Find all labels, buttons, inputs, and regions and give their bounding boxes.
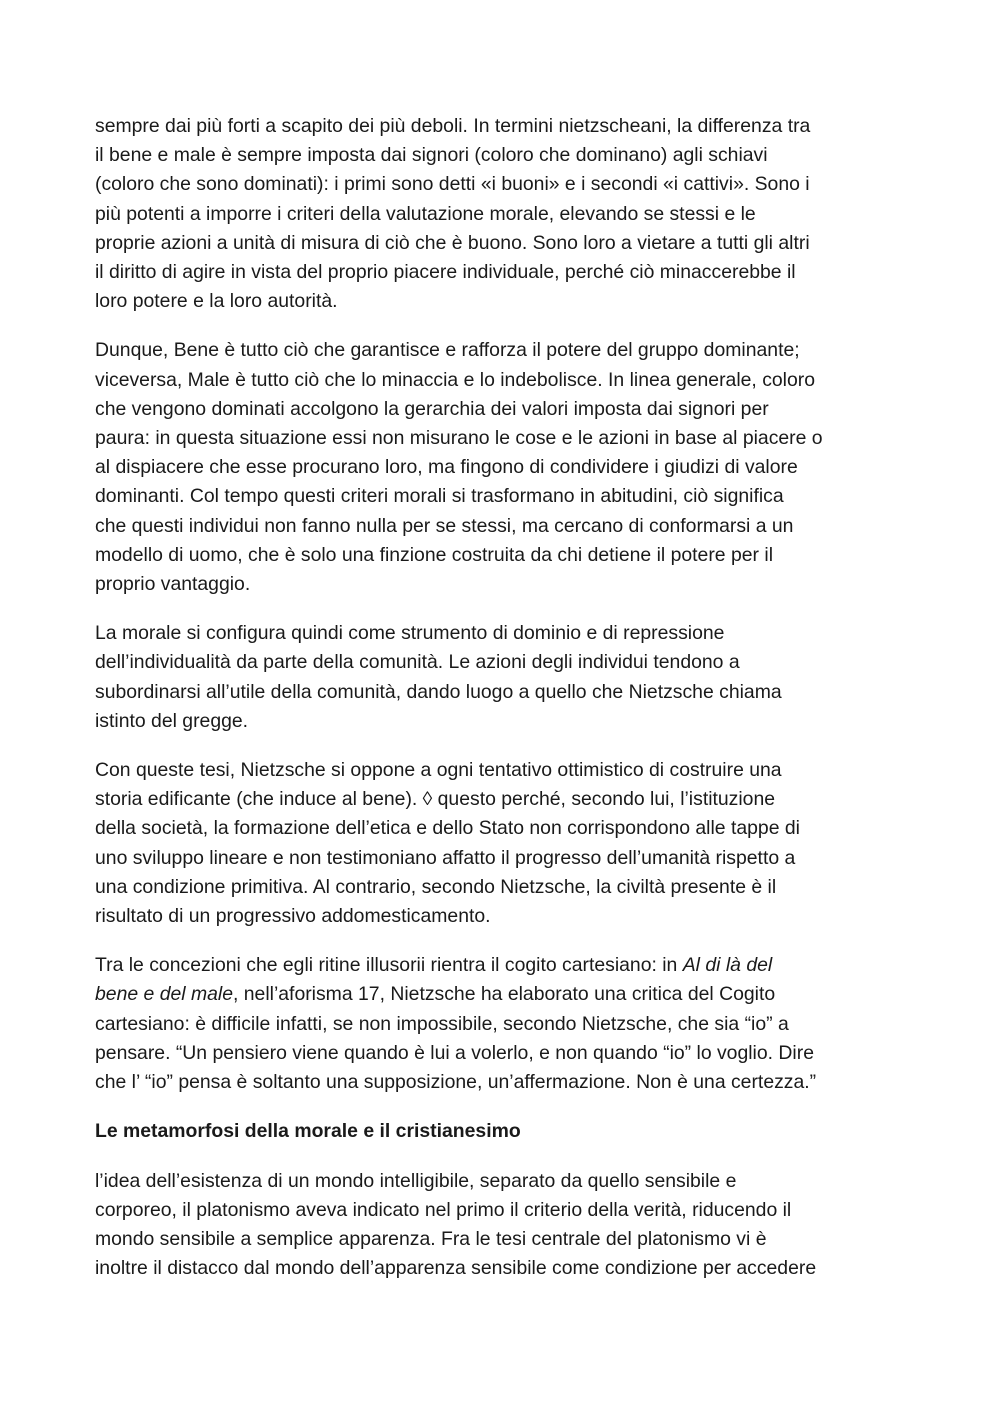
text-line: uno sviluppo lineare e non testimoniano affatto il progresso dell’umanità rispetto a [95,846,796,869]
text-run: , nell’aforisma 17, Nietzsche ha elaborato una critica del Cogito [233,983,776,1006]
text-line: modello di uomo, che è solo una finzione costruita da chi detiene il potere per il [95,543,774,566]
text-line: proprio vantaggio. [95,573,251,596]
section-heading: Le metamorfosi della morale e il cristianesimo [95,1120,521,1143]
text-line: Dunque, Bene è tutto ciò che garantisce e rafforza il potere del gruppo dominante; [95,339,800,362]
text-line: che l’ “io” pensa è soltanto una supposizione, un’affermazione. Non è una certezza.” [95,1071,817,1094]
text-line: loro potere e la loro autorità. [95,290,338,313]
text-line: (coloro che sono dominati): i primi sono detti «i buoni» e i secondi «i cattivi». Sono i [95,173,810,196]
paragraph-3 [95,619,915,736]
text-line: della società, la formazione dell’etica e dello Stato non corrispondono alle tappe di [95,817,800,840]
text-line: più potenti a imporre i criteri della valutazione morale, elevando se stessi e le [95,202,756,225]
book-title-italic: bene e del male [95,983,233,1006]
text-line: subordinarsi all’utile della comunità, dando luogo a quello che Nietzsche chiama [95,680,782,703]
text-line [95,980,915,1009]
paragraph-4 [95,756,915,931]
text-run: Tra le concezioni che egli ritine illusorii rientra il cogito cartesiano: in [95,954,683,977]
text-line: che questi individui non fanno nulla per se stessi, ma cercano di conformarsi a un [95,514,794,537]
text-line: cartesiano: è difficile infatti, se non impossibile, secondo Nietzsche, che sia “io” a [95,1012,789,1035]
text-line: pensare. “Un pensiero viene quando è lui a volerlo, e non quando “io” lo voglio. Dire [95,1041,814,1064]
text-line: al dispiacere che esse procurano loro, ma fingono di condividere i giudizi di valore [95,456,798,479]
text-line: istinto del gregge. [95,709,249,732]
text-line: sempre dai più forti a scapito dei più deboli. In termini nietzscheani, la differenza tra [95,115,811,137]
text-line: viceversa, Male è tutto ciò che lo minaccia e lo indebolisce. In linea generale, coloro [95,368,816,391]
text-line: il diritto di agire in vista del proprio piacere individuale, perché ciò minaccerebbe il [95,261,796,284]
text-line: corporeo, il platonismo aveva indicato nel primo il criterio della verità, riducendo il [95,1198,792,1221]
text-line: paura: in questa situazione essi non misurano le cose e le azioni in base al piacere o [95,427,823,450]
paragraph-2 [95,336,915,599]
text-line: risultato di un progressivo addomesticamento. [95,905,491,928]
text-line: il bene e male è sempre imposta dai signori (coloro che dominano) agli schiavi [95,144,768,167]
text-line [95,951,915,980]
text-line: una condizione primitiva. Al contrario, secondo Nietzsche, la civiltà presente è il [95,875,777,898]
text-line: mondo sensibile a semplice apparenza. Fra le tesi centrale del platonismo vi è [95,1227,767,1250]
text-line: La morale si configura quindi come strumento di dominio e di repressione [95,622,725,645]
text-line: dominanti. Col tempo questi criteri morali si trasformano in abitudini, ciò significa [95,485,784,508]
paragraph-1 [95,112,915,316]
text-line: proprie azioni a unità di misura di ciò che è buono. Sono loro a vietare a tutti gli altri [95,231,810,254]
text-line: che vengono dominati accolgono la gerarchia dei valori imposta dai signori per [95,397,769,420]
book-title-italic: Al di là del [682,954,773,977]
paragraph-5 [95,951,915,1097]
text-line: dell’individualità da parte della comunità. Le azioni degli individui tendono a [95,651,740,674]
paragraph-6 [95,1167,915,1284]
text-line: storia edificante (che induce al bene). ◊ questo perché, secondo lui, l’istituzione [95,788,776,811]
text-line: l’idea dell’esistenza di un mondo intelligibile, separato da quello sensibile e [95,1169,737,1192]
text-line: inoltre il distacco dal mondo dell’apparenza sensibile come condizione per accedere [95,1257,817,1280]
document-page [95,112,915,1303]
text-line: Con queste tesi, Nietzsche si oppone a ogni tentativo ottimistico di costruire una [95,759,782,782]
